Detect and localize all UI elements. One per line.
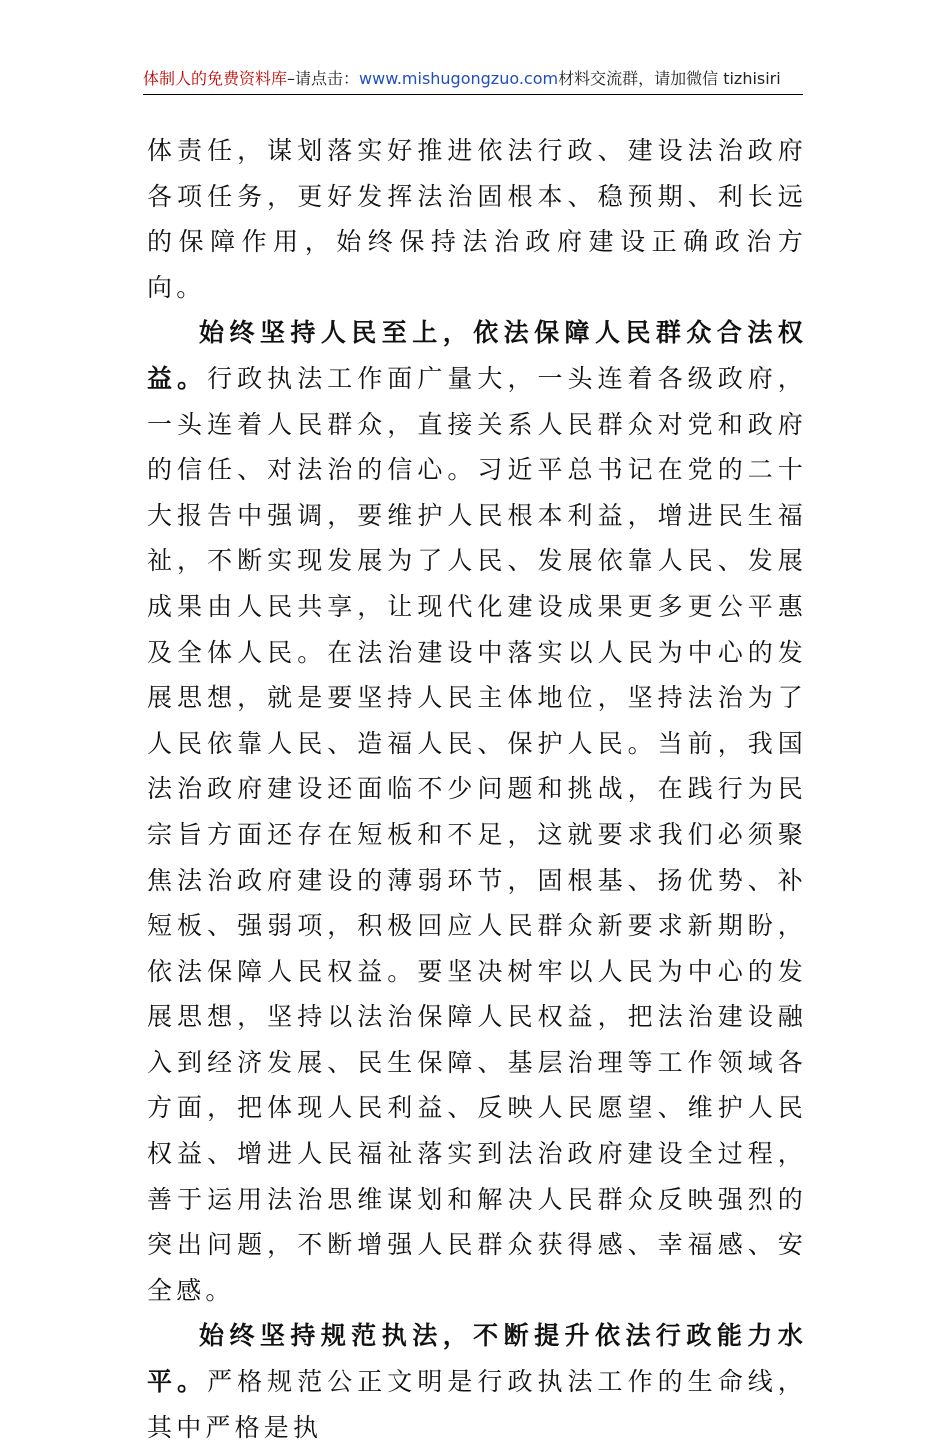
paragraph-lead: 始终坚持人民至上，依法保障人民群众合法权益。: [147, 318, 807, 393]
paragraph-text: 体责任，谋划落实好推进依法行政、建设法治政府各项任务，更好发挥法治固根本、稳预期、利长远的保障作用，始终保持法治政府建设正确政治方向。: [147, 136, 807, 302]
paragraph-standard-enforcement: [147, 1313, 807, 1450]
header-wechat-note: 材料交流群，请加微信 tizhisiri: [558, 69, 781, 88]
paragraph-continuation: [147, 128, 807, 310]
page-header: [143, 66, 803, 95]
header-url-link[interactable]: www.mishugongzuo.com: [359, 69, 559, 88]
paragraph-lead: 始终坚持规范执法，不断提升依法行政能力水平。: [147, 1321, 807, 1397]
header-prompt: –请点击：: [287, 69, 360, 88]
paragraph-text: 行政执法工作面广量大，一头连着各级政府，一头连着人民群众，直接关系人民群众对党和政府的信任、对法治的信心。习近平总书记在党的二十大报告中强调，要维护人民根本利益，增进民生福祉，不断实现发展为了人民、发展依靠人民、发展成果由人民共享，让现代化建设成果更多更公平惠及全体人民。在法治建设中落实以人民为中心的发展思想，就是要坚持人民主体地位，坚持法治为了人民依靠人民、造福人民、保护人民。当前，我国法治政府建设还面临不少问题和挑战，在践行为民宗旨方面还存在短板和不足，这就要求我们必须聚焦法治政府建设的薄弱环节，固根基、扬优势、补短板、强弱项，积极回应人民群众新要求新期盼，依法保障人民权益。要坚决树牢以人民为中心的发展思想，坚持以法治保障人民权益，把法治建设融入到经济发展、民生保障、基层治理等工作领域各方面，把体现人民利益、反映人民愿望、维护人民权益、增进人民福祉落实到法治政府建设全过程，善于运用法治思维谋划和解决人民群众反映强烈的突出问题，不断增强人民群众获得感、幸福感、安全感。: [147, 363, 807, 1305]
paragraph-text: 严格规范公正文明是行政执法工作的生命线，其中严格是执: [147, 1367, 807, 1442]
paragraph-people-first: [147, 310, 807, 1313]
header-brand: 体制人的免费资料库: [143, 69, 288, 88]
document-body: [147, 128, 807, 1450]
